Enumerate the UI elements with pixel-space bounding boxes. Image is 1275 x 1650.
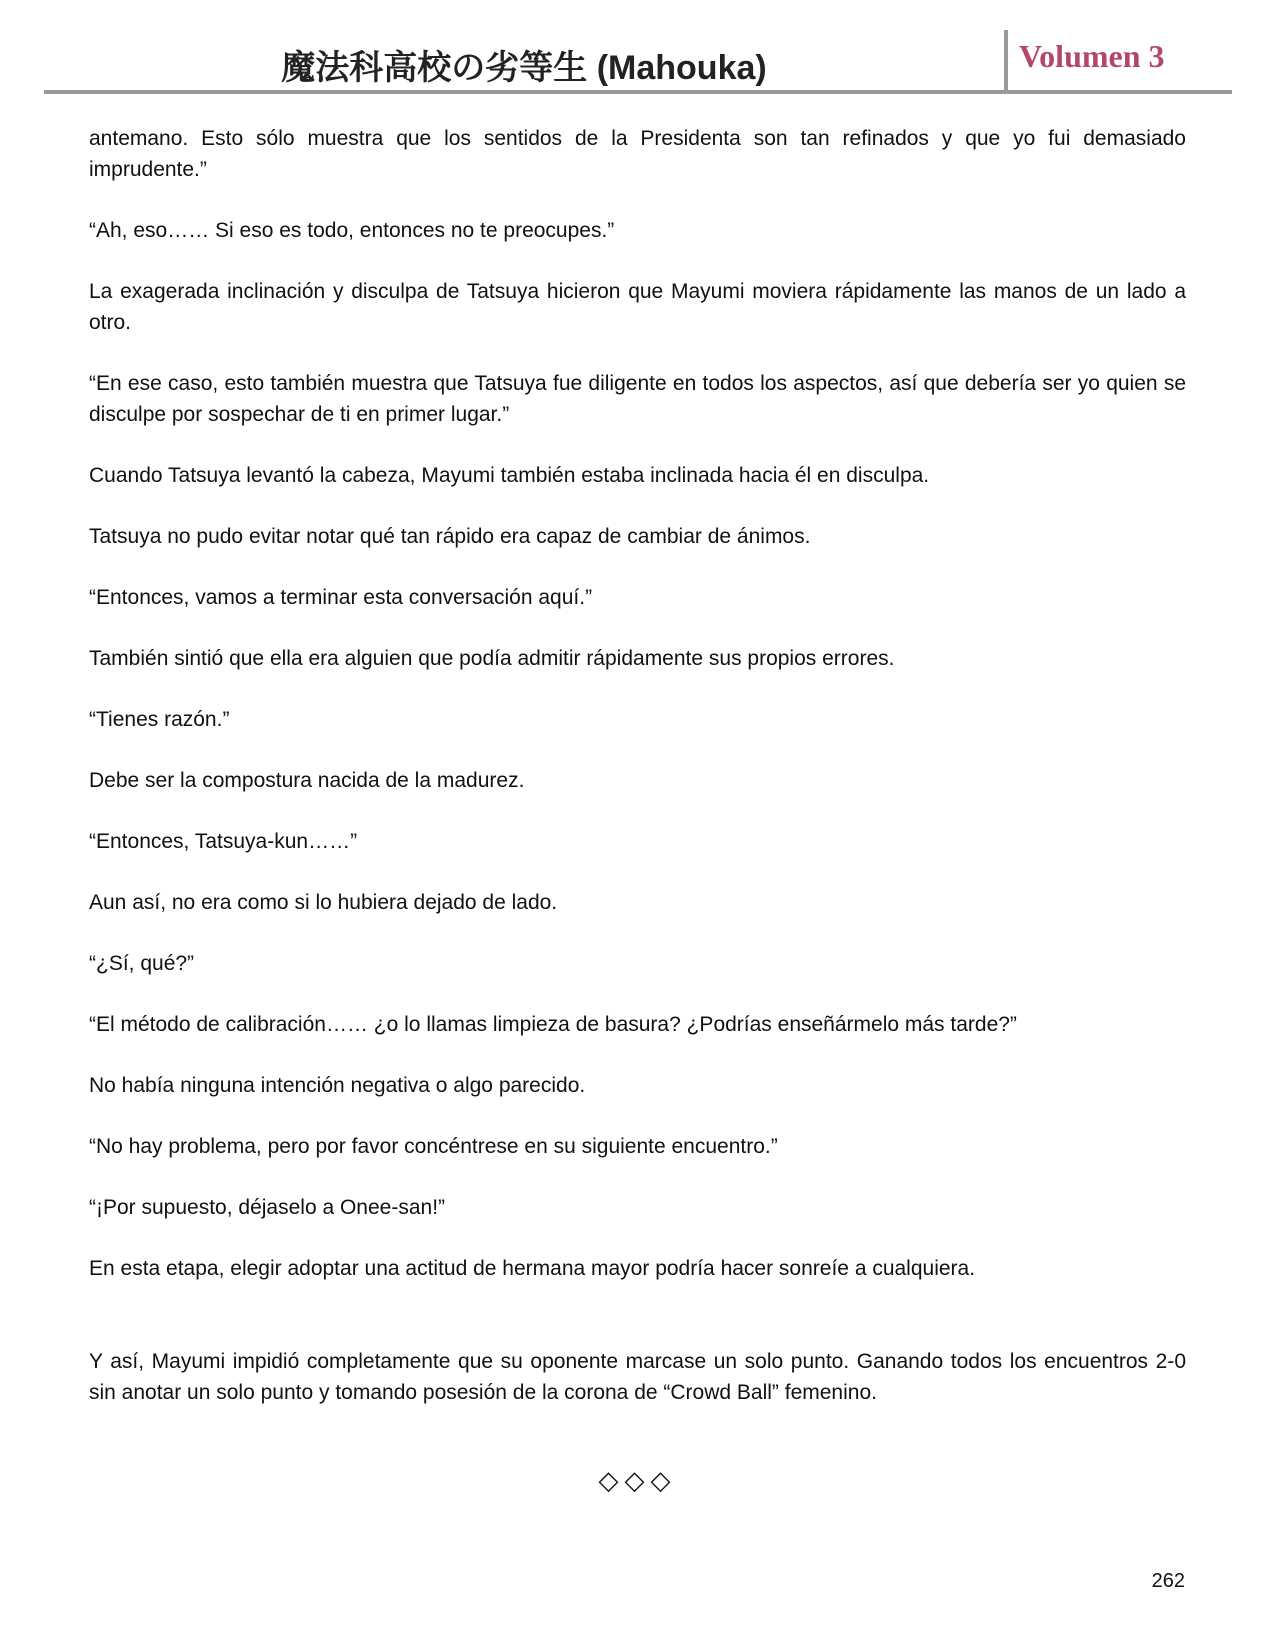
paragraph: No había ninguna intención negativa o algo parecido. <box>89 1074 586 1097</box>
paragraph: Debe ser la compostura nacida de la madurez. <box>89 769 525 792</box>
paragraph: “Entonces, Tatsuya-kun……” <box>89 830 358 853</box>
header-divider <box>1004 30 1008 92</box>
paragraph: “¡Por supuesto, déjaselo a Onee-san!” <box>89 1196 446 1219</box>
paragraph: “El método de calibración…… ¿o lo llamas limpieza de basura? ¿Podrías enseñármelo más tarde?” <box>89 1013 1017 1036</box>
paragraph: Y así, Mayumi impidió completamente que su oponente marcase un solo punto. Ganando todos los encuentros 2-0 sin anotar un solo punto y tomando posesión de la corona de “Crowd Ball” femenino. <box>89 1350 1186 1404</box>
volume-label: Volumen 3 <box>1019 38 1165 74</box>
paragraph: Tatsuya no pudo evitar notar qué tan rápido era capaz de cambiar de ánimos. <box>89 525 811 548</box>
book-title: 魔法科高校の劣等生 (Mahouka) <box>281 49 767 87</box>
header-rule <box>44 90 1232 94</box>
page-number: 262 <box>1151 1570 1185 1592</box>
paragraph: antemano. Esto sólo muestra que los sentidos de la Presidenta son tan refinados y que yo fui demasiado imprudente.” <box>89 127 1186 181</box>
paragraph: “No hay problema, pero por favor concéntrese en su siguiente encuentro.” <box>89 1135 778 1158</box>
paragraph: La exagerada inclinación y disculpa de Tatsuya hicieron que Mayumi moviera rápidamente las manos de un lado a otro. <box>89 280 1186 334</box>
paragraph: En esta etapa, elegir adoptar una actitud de hermana mayor podría hacer sonreíe a cualquiera. <box>89 1257 976 1280</box>
scene-break-separator: ◇◇◇ <box>598 1466 677 1496</box>
page-body <box>89 123 1186 1438</box>
paragraph: “Ah, eso…… Si eso es todo, entonces no te preocupes.” <box>89 219 615 242</box>
paragraph: Cuando Tatsuya levantó la cabeza, Mayumi también estaba inclinada hacia él en disculpa. <box>89 464 930 487</box>
page-header <box>44 28 1232 94</box>
paragraph: También sintió que ella era alguien que podía admitir rápidamente sus propios errores. <box>89 647 895 670</box>
paragraph: “Tienes razón.” <box>89 708 230 731</box>
paragraph: “¿Sí, qué?” <box>89 952 195 975</box>
paragraph: Aun así, no era como si lo hubiera dejado de lado. <box>89 891 558 914</box>
paragraph: “En ese caso, esto también muestra que Tatsuya fue diligente en todos los aspectos, así que debería ser yo quien se disculpe por sospechar de ti en primer lugar.” <box>89 372 1186 426</box>
paragraph: “Entonces, vamos a terminar esta conversación aquí.” <box>89 586 593 609</box>
